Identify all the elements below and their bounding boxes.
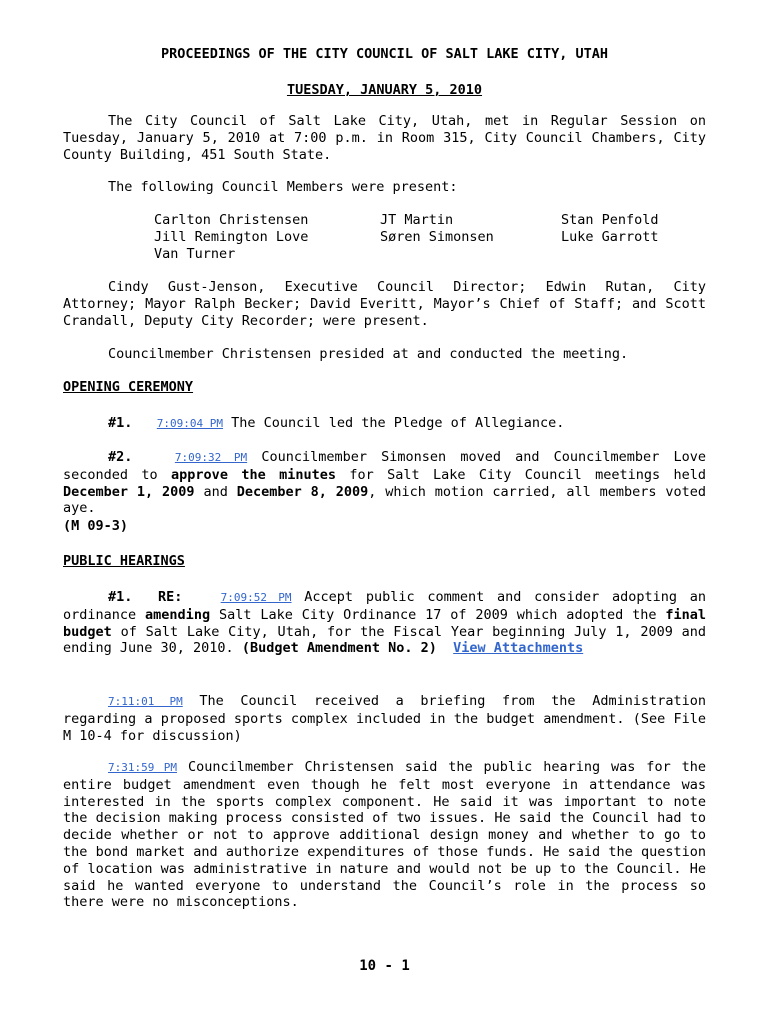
item-text: of Salt Lake City, Utah, for the Fiscal Year beginning July 1, 2009 and ending June 30, 2010. [63, 623, 706, 657]
item-text: Accept public comment and consider adopting an ordinance [63, 589, 707, 623]
present-intro: The following Council Members were present: [108, 179, 458, 195]
item-number: #2. [108, 449, 133, 465]
member-name: Luke Garrott [561, 229, 659, 245]
member-name: Jill Remington Love [154, 229, 309, 245]
page-number: 10 - 1 [359, 958, 410, 974]
timestamp-link[interactable]: 7:09:52 PM [220, 591, 292, 604]
item-text: The Council led the Pledge of Allegiance. [231, 415, 565, 431]
hearing-paragraph [63, 759, 706, 911]
item-text: and [203, 483, 228, 500]
member-name: Van Turner [154, 246, 236, 262]
item-bold-text: (Budget Amendment No. 2) [241, 640, 437, 657]
motion-reference: (M 09-3) [63, 518, 129, 534]
member-name: Carlton Christensen [154, 212, 309, 228]
item-re-label: RE: [157, 589, 183, 605]
document-title: PROCEEDINGS OF THE CITY COUNCIL OF SALT LAKE CITY, UTAH [160, 46, 609, 62]
view-attachments-link[interactable]: View Attachments [453, 640, 584, 657]
timestamp-link[interactable]: 7:31:59 PM [108, 761, 178, 774]
item-text: for Salt Lake City Council meetings held [349, 466, 706, 483]
opening-item-2 [63, 449, 706, 517]
staff-paragraph: Cindy Gust-Jenson, Executive Council Director; Edwin Rutan, City Attorney; Mayor Ralph Becker; David Everitt, Mayor’s Chief of Staff; and Scott Crandall, Deputy City Recorder; were present. [63, 279, 706, 329]
item-text: Salt Lake City Ordinance 17 of 2009 which adopted the [218, 606, 657, 623]
member-name: JT Martin [380, 212, 454, 228]
member-name: Søren Simonsen [380, 229, 494, 245]
item-text: , which motion carried, all members voted aye. [63, 483, 706, 517]
presided-paragraph: Councilmember Christensen presided at and conducted the meeting. [108, 346, 629, 362]
paragraph-text: Councilmember Christensen said the public hearing was for the entire budget amendment even though he felt most everyone in attendance was interested in the sports complex component. He said it was important to note the decision making process consisted of two issues. He said the Council had to decide whether or not to approve additional design money and whether to go to the bond market and authorize expenditures of those funds. He said the question of location was administrative in nature and would not be up to the Council. He said he wanted everyone to understand the Council’s role in the process so there were no misconceptions. [63, 759, 706, 911]
public-hearings-heading: PUBLIC HEARINGS [63, 553, 185, 569]
opening-item-1 [63, 415, 706, 433]
meeting-date: TUESDAY, JANUARY 5, 2010 [286, 82, 483, 98]
briefing-paragraph [63, 693, 706, 744]
timestamp-link[interactable]: 7:09:04 PM [156, 417, 224, 430]
item-text: Councilmember Simonsen moved and Councilmember Love seconded to [63, 449, 706, 483]
member-name: Stan Penfold [561, 212, 659, 228]
opening-ceremony-heading: OPENING CEREMONY [63, 379, 194, 395]
timestamp-link[interactable]: 7:09:32 PM [174, 451, 248, 464]
item-bold-text: approve the minutes [171, 466, 336, 483]
item-bold-text: December 8, 2009 [236, 483, 369, 500]
paragraph-text: The Council received a briefing from the Administration regarding a proposed sports complex included in the budget amendment. (See File M 10-4 for discussion) [63, 693, 706, 744]
item-number: #1. [108, 589, 133, 605]
member-list [63, 212, 706, 264]
timestamp-link[interactable]: 7:11:01 PM [108, 695, 183, 708]
intro-paragraph: The City Council of Salt Lake City, Utah, met in Regular Session on Tuesday, January 5, 2010 at 7:00 p.m. in Room 315, City Council Chambers, City County Building, 451 South State. [63, 113, 706, 163]
public-item-1 [63, 589, 706, 657]
item-bold-text: December 1, 2009 [63, 483, 195, 500]
item-bold-text: final budget [63, 606, 706, 640]
item-number: #1. [108, 415, 133, 431]
item-bold-text: amending [145, 606, 211, 623]
